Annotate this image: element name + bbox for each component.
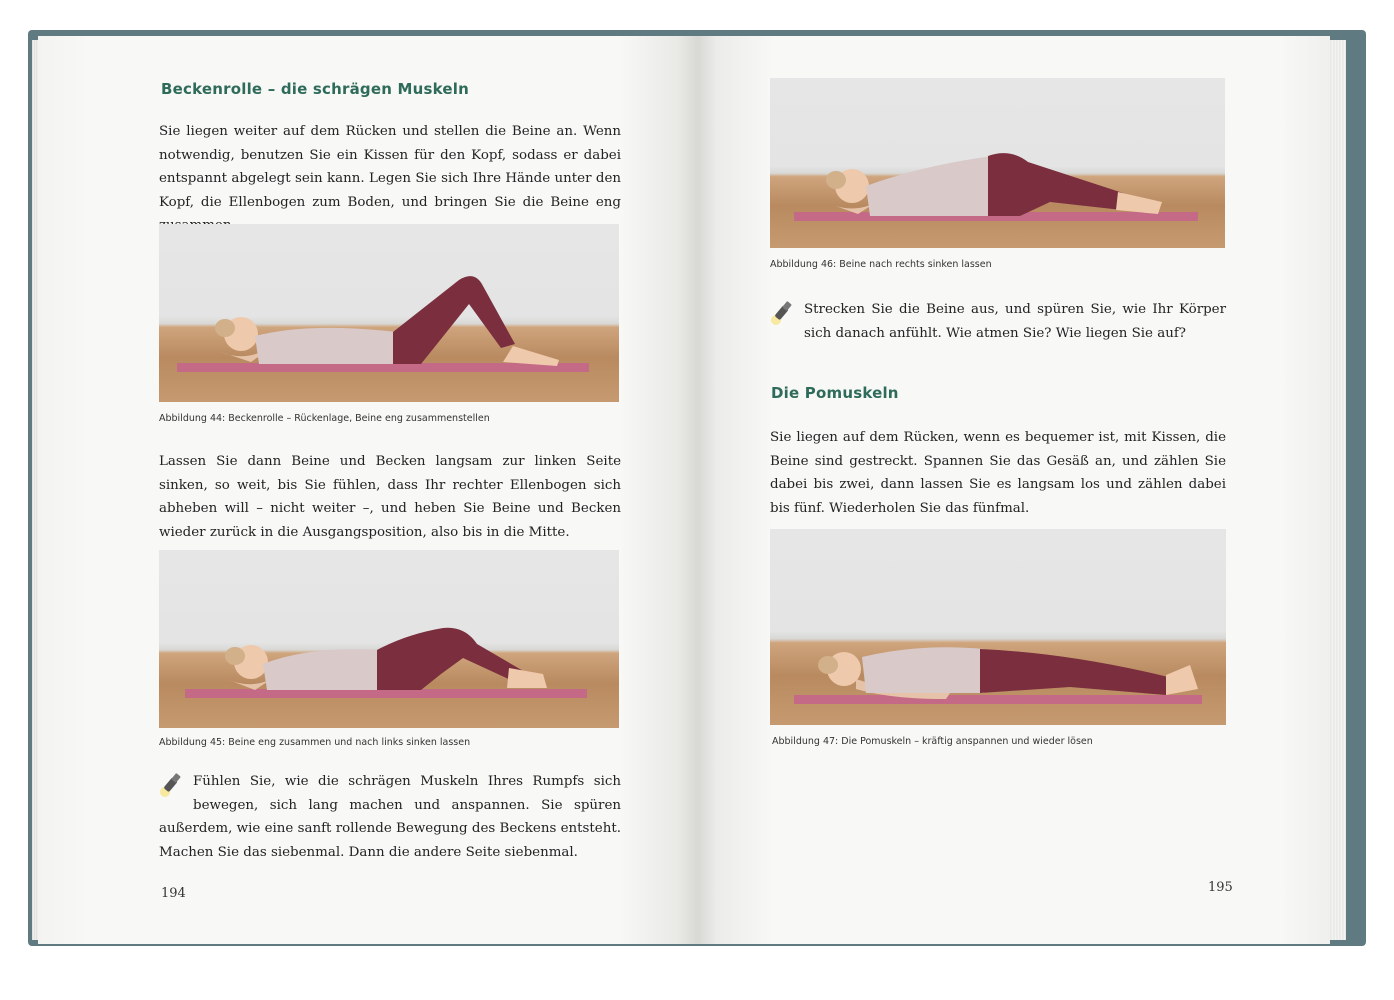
right-page xyxy=(698,36,1330,944)
paragraph-lower-legs: Lassen Sie dann Beine und Becken langsam zur linken Seite sinken, so weit, bis Sie fühlen, dass Ihr rechter Ellenbogen sich abheben will – nicht weiter –, und heben Sie Beine und Becken wieder zurück in die Ausgangsposition, also bis in die Mitte. xyxy=(159,454,621,540)
page-number-left: 194 xyxy=(161,886,186,901)
section-heading-pomuskeln: Die Pomuskeln xyxy=(771,384,899,402)
figure-44-photo xyxy=(159,224,619,402)
paragraph-intro: Sie liegen weiter auf dem Rücken und stellen die Beine an. Wenn notwendig, benutzen Sie ein Kissen für den Kopf, sodass er dabei entspannt abgelegt sein kann. Legen Sie sich Ihre Hände unter den Kopf, die Ellenbogen zum Boden, und bringen Sie die Beine eng xyxy=(159,124,621,210)
tip-paragraph-left xyxy=(159,770,621,864)
figure-45-caption: Abbildung 45: Beine eng zusammen und nach links sinken lassen xyxy=(159,737,471,748)
page-number-right: 195 xyxy=(1208,880,1233,895)
paragraph-pomuskeln: Sie liegen auf dem Rücken, wenn es bequemer ist, mit Kissen, die Beine sind gestreckt. Spannen Sie das Gesäß an, und zählen Sie dabei bis zwei, dann lassen Sie es langsam los und zählen dabei bis fünf. Wiederholen Sie das fünfmal. xyxy=(770,430,1226,516)
figure-47-caption: Abbildung 47: Die Pomuskeln – kräftig anspannen und wieder lösen xyxy=(772,736,1093,747)
flashlight-icon xyxy=(770,300,796,326)
left-page xyxy=(38,36,698,944)
figure-45-photo xyxy=(159,550,619,728)
figure-46-caption: Abbildung 46: Beine nach rechts sinken lassen xyxy=(770,259,992,270)
tip-text-left: Fühlen Sie, wie die schrägen Muskeln Ihres Rumpfs sich bewegen, sich lang machen und anspannen. Sie spüren außerdem, wie eine sanft rollende Bewegung des Beckens entsteht. Machen Sie das siebenmal. Dann die andere Seite siebenmal. xyxy=(159,774,621,860)
flashlight-icon xyxy=(159,772,185,798)
page-edges-right xyxy=(1328,40,1346,940)
tip-paragraph-right xyxy=(770,298,1226,345)
figure-46-photo xyxy=(770,78,1225,248)
figure-44-caption: Abbildung 44: Beckenrolle – Rückenlage, Beine eng zusammenstellen xyxy=(159,413,490,424)
figure-47-photo xyxy=(770,529,1226,725)
tip-text-right: Strecken Sie die Beine aus, und spüren Sie, wie Ihr Körper sich danach anfühlt. Wie atmen Sie? Wie liegen Sie auf? xyxy=(804,302,1226,341)
section-heading-beckenrolle: Beckenrolle – die schrägen Muskeln xyxy=(161,80,470,98)
